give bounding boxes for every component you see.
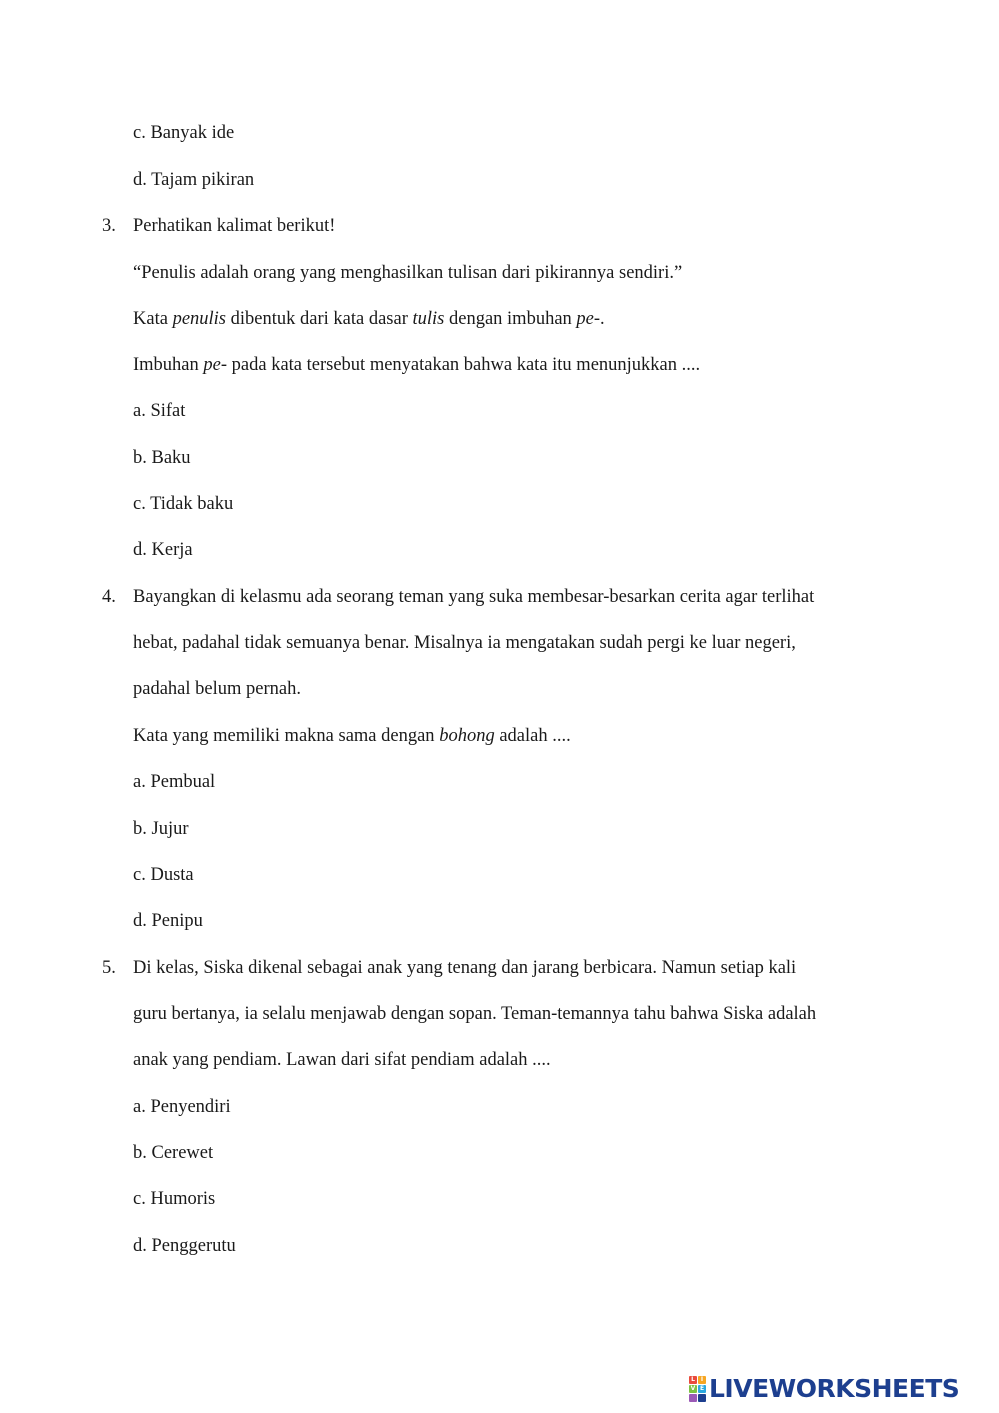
option-q4-c: c. Dusta (133, 865, 194, 885)
option-q5-c: c. Humoris (133, 1189, 216, 1209)
question-4-text-line-1: Bayangkan di kelasmu ada seorang teman yang suka membesar-besarkan cerita agar terlihat (133, 587, 815, 607)
liveworksheets-logo-icon: L I V E (689, 1376, 706, 1402)
question-4-number: 4. (102, 587, 116, 607)
question-5-text-line-1: Di kelas, Siska dikenal sebagai anak yang tenang dan jarang berbicara. Namun setiap kali (133, 958, 797, 978)
question-4-text-line-2: hebat, padahal tidak semuanya benar. Misalnya ia mengatakan sudah pergi ke luar negeri, (133, 633, 796, 653)
question-3-prompt: Imbuhan pe- pada kata tersebut menyatakan bahwa kata itu menunjukkan .... (133, 355, 701, 375)
option-q5-b: b. Cerewet (133, 1143, 214, 1163)
question-3-text: Perhatikan kalimat berikut! (133, 216, 336, 236)
option-q4-a: a. Pembual (133, 772, 216, 792)
option-q5-d: d. Penggerutu (133, 1236, 236, 1256)
question-5-text-line-2: guru bertanya, ia selalu menjawab dengan sopan. Teman-temannya tahu bahwa Siska adalah (133, 1004, 817, 1024)
option-q2-d: d. Tajam pikiran (133, 170, 255, 190)
option-q3-d: d. Kerja (133, 540, 193, 560)
option-q3-c: c. Tidak baku (133, 494, 234, 514)
option-q5-a: a. Penyendiri (133, 1097, 231, 1117)
question-5-number: 5. (102, 958, 116, 978)
option-q4-d: d. Penipu (133, 911, 203, 931)
question-3-quote: “Penulis adalah orang yang menghasilkan tulisan dari pikirannya sendiri.” (133, 263, 683, 283)
question-3-number: 3. (102, 216, 116, 236)
liveworksheets-logo-text: LIVEWORKSHEETS (709, 1374, 960, 1403)
option-q3-a: a. Sifat (133, 401, 186, 421)
question-5-text-line-3: anak yang pendiam. Lawan dari sifat pendiam adalah .... (133, 1050, 551, 1070)
option-q4-b: b. Jujur (133, 819, 189, 839)
liveworksheets-logo (689, 1374, 960, 1403)
option-q2-c: c. Banyak ide (133, 123, 235, 143)
question-4-text-line-3: padahal belum pernah. (133, 679, 301, 699)
question-3-explanation: Kata penulis dibentuk dari kata dasar tulis dengan imbuhan pe-. (133, 309, 605, 329)
question-4-prompt: Kata yang memiliki makna sama dengan bohong adalah .... (133, 726, 571, 746)
option-q3-b: b. Baku (133, 448, 191, 468)
